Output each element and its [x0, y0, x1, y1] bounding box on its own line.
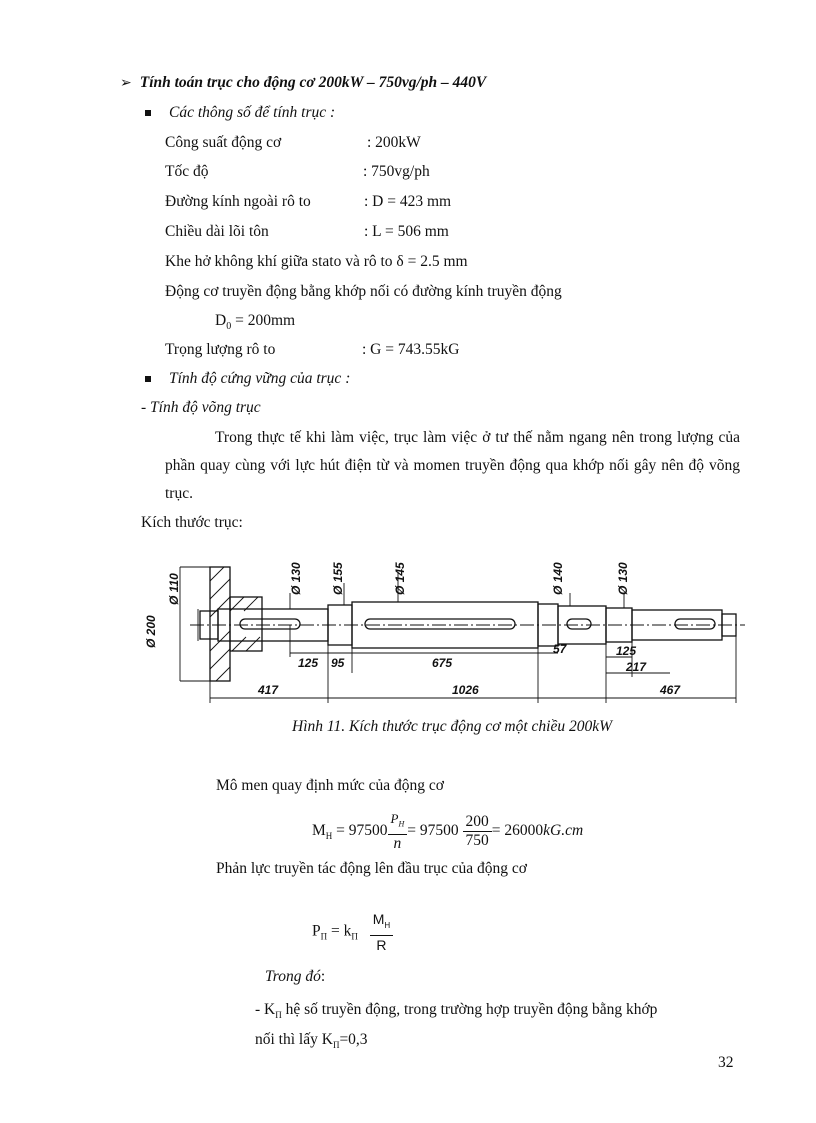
where-line: Trong đó:: [265, 968, 326, 985]
param-value: : L = 506 mm: [364, 223, 449, 240]
param-value: : D = 423 mm: [364, 193, 452, 210]
deflection-title: - Tính độ võng trục: [141, 399, 261, 416]
square-bullet-icon: [145, 110, 151, 116]
shaft-dims-label: Kích thước trục:: [141, 514, 243, 531]
dim-len-label: 57: [553, 642, 567, 656]
dim-len-label: 417: [258, 683, 279, 697]
params-title-line: [145, 104, 335, 122]
kp-line-2: nối thì lấy $K_\Pi=0,3$: [255, 1031, 368, 1051]
torque-intro: Mô men quay định mức của động cơ: [216, 777, 444, 794]
param-label: Tốc độ: [165, 163, 209, 180]
section-heading: Tính toán trục cho động cơ 200kW – 750vg/ph – 440V: [139, 74, 487, 91]
param-label: Công suất động cơ: [165, 134, 282, 151]
reaction-formula: $P_\Pi = k_\Pi$ $\frac{M_H}{R}$: [312, 910, 393, 954]
heading-line: [120, 74, 486, 92]
coupling-line: Động cơ truyền động bằng khớp nối có đường kính truyền động: [165, 283, 562, 300]
dim-len-label: 467: [660, 683, 681, 697]
stiffness-title-line: [145, 370, 350, 388]
param-label: Đường kính ngoài rô to: [165, 193, 311, 210]
dim-diam-label: Ø 145: [393, 562, 407, 595]
reaction-intro: Phản lực truyền tác động lên đầu trục của động cơ: [216, 860, 527, 877]
params-title: Các thông số để tính trục :: [169, 104, 336, 121]
deflection-paragraph: Trong thực tế khi làm việc, trục làm việc ở tư thế nằm ngang nên trong lượng của phần quay cùng với lực hút điện từ và momen truyền động qua khớp nối gây nên độ võng trục.: [165, 429, 740, 502]
dim-len-label: 95: [331, 656, 345, 670]
stiffness-title: Tính độ cứng vững của trục :: [169, 370, 351, 387]
figure-caption: Hình 11. Kích thước trục động cơ một chiều 200kW: [292, 718, 613, 735]
weight-label: Trọng lượng rô to: [165, 341, 276, 358]
dim-len-label: 675: [432, 656, 453, 670]
square-bullet-icon: [145, 376, 151, 382]
dim-diam-label: Ø 130: [616, 562, 630, 595]
weight-value: : G = 743.55kG: [362, 341, 460, 358]
dim-len-label: 125: [298, 656, 319, 670]
arrow-bullet-icon: ➢: [120, 76, 132, 91]
dim-diam-label: Ø 200: [144, 615, 158, 648]
param-value: : 200kW: [367, 134, 421, 151]
param-value: : 750vg/ph: [363, 163, 430, 180]
d0-line: $D_0 = 200mm$: [215, 312, 296, 333]
torque-formula: $M_H = 97500$ $\frac{P_H}{n}$ = 97500 $\frac{200}{750}$ = 26000kG.cm: [312, 811, 584, 852]
shaft-drawing: [140, 553, 760, 708]
dim-diam-label: Ø 155: [331, 562, 345, 595]
dim-diam-label: Ø 130: [289, 562, 303, 595]
dim-len-label: 1026: [452, 683, 479, 697]
air-gap-line: Khe hở không khí giữa stato và rô to δ = 2.5 mm: [165, 253, 468, 270]
dim-len-label: 125: [616, 644, 637, 658]
kp-line-1: - $K_\Pi$ hệ số truyền động, trong trường hợp truyền động bằng khớp: [255, 1001, 658, 1021]
dim-diam-label: Ø 140: [551, 562, 565, 595]
dim-diam-label: Ø 110: [167, 573, 181, 605]
page-number: 32: [718, 1054, 734, 1071]
param-label: Chiều dài lõi tôn: [165, 223, 269, 240]
dim-len-label: 217: [626, 660, 647, 674]
